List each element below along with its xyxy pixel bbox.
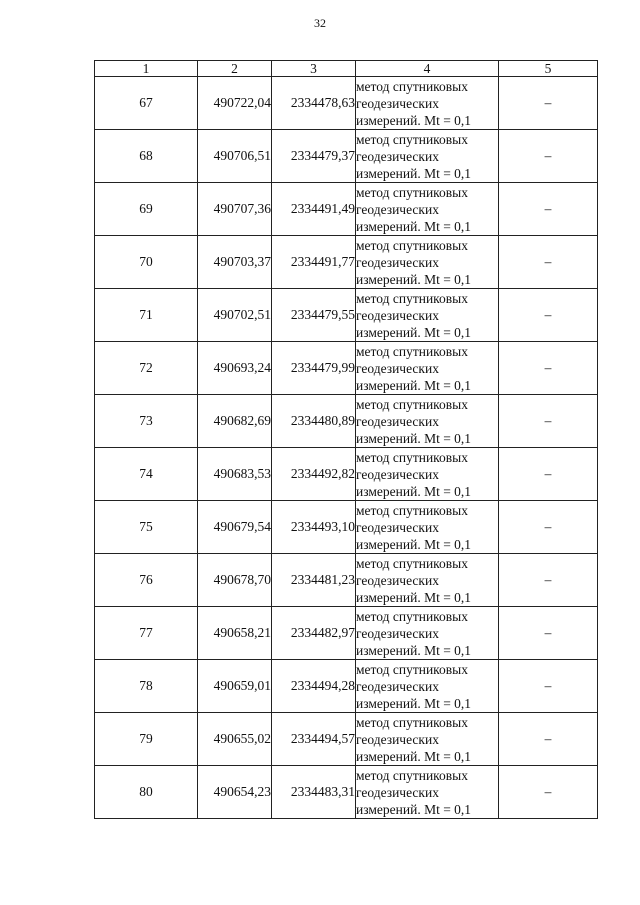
point-number-cell: 74 xyxy=(95,448,198,501)
y-coordinate-cell: 2334494,28 xyxy=(272,660,356,713)
point-number-cell: 75 xyxy=(95,501,198,554)
table-body xyxy=(95,77,598,819)
point-number-cell: 76 xyxy=(95,554,198,607)
coordinates-table xyxy=(94,60,598,819)
x-coordinate-cell: 490706,51 xyxy=(198,130,272,183)
x-coordinate-cell: 490658,21 xyxy=(198,607,272,660)
point-number-cell: 80 xyxy=(95,766,198,819)
note-cell: – xyxy=(499,448,598,501)
point-number-cell: 78 xyxy=(95,660,198,713)
y-coordinate-cell: 2334492,82 xyxy=(272,448,356,501)
table-row xyxy=(95,448,598,501)
method-cell: метод спутниковых геодезических измерений. Mt = 0,1 xyxy=(356,77,499,130)
x-coordinate-cell: 490678,70 xyxy=(198,554,272,607)
note-cell: – xyxy=(499,342,598,395)
x-coordinate-cell: 490683,53 xyxy=(198,448,272,501)
note-cell: – xyxy=(499,289,598,342)
method-cell: метод спутниковых геодезических измерений. Mt = 0,1 xyxy=(356,501,499,554)
note-cell: – xyxy=(499,501,598,554)
point-number-cell: 71 xyxy=(95,289,198,342)
note-cell: – xyxy=(499,766,598,819)
table-header-row xyxy=(95,61,598,77)
method-cell: метод спутниковых геодезических измерений. Mt = 0,1 xyxy=(356,342,499,395)
method-cell: метод спутниковых геодезических измерений. Mt = 0,1 xyxy=(356,607,499,660)
x-coordinate-cell: 490703,37 xyxy=(198,236,272,289)
method-cell: метод спутниковых геодезических измерений. Mt = 0,1 xyxy=(356,236,499,289)
table-row xyxy=(95,501,598,554)
table-row xyxy=(95,766,598,819)
table-row xyxy=(95,607,598,660)
method-cell: метод спутниковых геодезических измерений. Mt = 0,1 xyxy=(356,183,499,236)
method-cell: метод спутниковых геодезических измерений. Mt = 0,1 xyxy=(356,713,499,766)
x-coordinate-cell: 490659,01 xyxy=(198,660,272,713)
y-coordinate-cell: 2334482,97 xyxy=(272,607,356,660)
y-coordinate-cell: 2334483,31 xyxy=(272,766,356,819)
table-row xyxy=(95,130,598,183)
y-coordinate-cell: 2334479,37 xyxy=(272,130,356,183)
point-number-cell: 70 xyxy=(95,236,198,289)
y-coordinate-cell: 2334478,63 xyxy=(272,77,356,130)
method-cell: метод спутниковых геодезических измерений. Mt = 0,1 xyxy=(356,660,499,713)
x-coordinate-cell: 490654,23 xyxy=(198,766,272,819)
y-coordinate-cell: 2334481,23 xyxy=(272,554,356,607)
y-coordinate-cell: 2334491,49 xyxy=(272,183,356,236)
x-coordinate-cell: 490655,02 xyxy=(198,713,272,766)
x-coordinate-cell: 490702,51 xyxy=(198,289,272,342)
x-coordinate-cell: 490707,36 xyxy=(198,183,272,236)
note-cell: – xyxy=(499,236,598,289)
table-row xyxy=(95,236,598,289)
point-number-cell: 77 xyxy=(95,607,198,660)
table-row xyxy=(95,289,598,342)
note-cell: – xyxy=(499,183,598,236)
y-coordinate-cell: 2334480,89 xyxy=(272,395,356,448)
point-number-cell: 69 xyxy=(95,183,198,236)
note-cell: – xyxy=(499,713,598,766)
point-number-cell: 72 xyxy=(95,342,198,395)
page-number: 32 xyxy=(314,16,326,30)
note-cell: – xyxy=(499,77,598,130)
y-coordinate-cell: 2334479,99 xyxy=(272,342,356,395)
header-col-1: 1 xyxy=(95,61,198,77)
note-cell: – xyxy=(499,660,598,713)
header-col-5: 5 xyxy=(499,61,598,77)
y-coordinate-cell: 2334491,77 xyxy=(272,236,356,289)
y-coordinate-cell: 2334493,10 xyxy=(272,501,356,554)
y-coordinate-cell: 2334479,55 xyxy=(272,289,356,342)
table-row xyxy=(95,713,598,766)
table-row xyxy=(95,395,598,448)
header-col-2: 2 xyxy=(198,61,272,77)
table-row xyxy=(95,554,598,607)
x-coordinate-cell: 490682,69 xyxy=(198,395,272,448)
table-row xyxy=(95,77,598,130)
method-cell: метод спутниковых геодезических измерений. Mt = 0,1 xyxy=(356,130,499,183)
method-cell: метод спутниковых геодезических измерений. Mt = 0,1 xyxy=(356,395,499,448)
table-row xyxy=(95,342,598,395)
method-cell: метод спутниковых геодезических измерений. Mt = 0,1 xyxy=(356,554,499,607)
header-col-3: 3 xyxy=(272,61,356,77)
header-col-4: 4 xyxy=(356,61,499,77)
method-cell: метод спутниковых геодезических измерений. Mt = 0,1 xyxy=(356,289,499,342)
note-cell: – xyxy=(499,554,598,607)
point-number-cell: 67 xyxy=(95,77,198,130)
x-coordinate-cell: 490693,24 xyxy=(198,342,272,395)
note-cell: – xyxy=(499,607,598,660)
table-row xyxy=(95,183,598,236)
method-cell: метод спутниковых геодезических измерений. Mt = 0,1 xyxy=(356,448,499,501)
point-number-cell: 73 xyxy=(95,395,198,448)
x-coordinate-cell: 490722,04 xyxy=(198,77,272,130)
point-number-cell: 79 xyxy=(95,713,198,766)
method-cell: метод спутниковых геодезических измерений. Mt = 0,1 xyxy=(356,766,499,819)
table-row xyxy=(95,660,598,713)
x-coordinate-cell: 490679,54 xyxy=(198,501,272,554)
note-cell: – xyxy=(499,130,598,183)
note-cell: – xyxy=(499,395,598,448)
y-coordinate-cell: 2334494,57 xyxy=(272,713,356,766)
point-number-cell: 68 xyxy=(95,130,198,183)
